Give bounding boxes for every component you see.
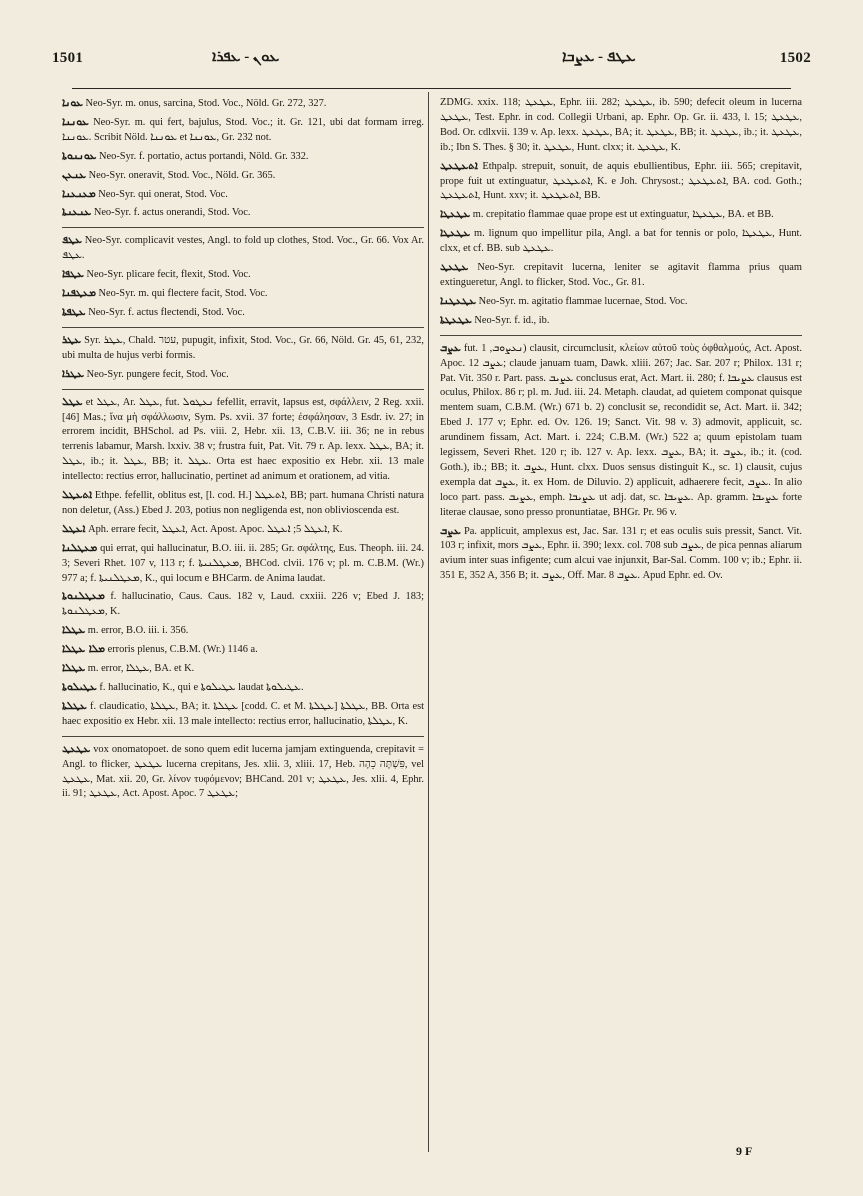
entry-headword: ܥܨܒ [440, 524, 461, 537]
entry-headword: ܥܛܠܐ [62, 624, 86, 637]
entry-headword: ܡܥܛܠܢܐ [62, 541, 98, 554]
page-number-left: 1501 [52, 50, 84, 66]
entry-headword: ܥܨܒ [440, 341, 461, 354]
entry-headword: ܥܢܥܢ [62, 168, 87, 181]
entry-definition: ZDMG. xxix. 118; ܥܛܥܛ, Ephr. iii. 282; ܥܛܥܛ, ib. 590; defecit oleum in lucerna ܥܛܥܛ, Test. Ephr. in cod. Collegii Urbani, ap. Ephr. Op. Gr. ii. 433, l. 15; ܥܛܥܛ, Bod. Or. cdlxvii. 139 v. Ap. lexx. ܥܛܥܛ, BA; it. ܥܛܥܛ, BB; it. ܥܛܥܛ, ib.; it. ܥܛܥܛ, ib.; Ibn S. Thes. § 30; it. ܥܛܥܛ, Hunt. clxx; it. ܥܛܥܛ, K. [440, 97, 802, 153]
entry-headword: ܡܥܢܥܢܐ [62, 187, 96, 200]
dictionary-entry [440, 159, 802, 205]
right-column [440, 96, 802, 587]
entry-definition: Neo-Syr. f. actus onerandi, Stod. Voc. [93, 207, 251, 219]
headwords-left: ܥܘܢ - ܥܦܪܐ [212, 49, 280, 65]
entry-definition: Neo-Syr. complicavit vestes, Angl. to fold up clothes, Stod. Voc., Gr. 66. Vox Ar. ܥܛܦ. [62, 235, 424, 262]
entry-definition: qui errat, qui hallucinatur, B.O. iii. ii. 285; Gr. σφάλτης, Eus. Theoph. iii. 24. 3; Severi Rhet. 107 v, 113 r; f. ܡܥܛܠܢܝܬܐ, BHCod. clvii. 176 v; pl. m. C.B.M. (Wr.) 977 a; f. ܡܥܛܠܢܝܬܐ, K., qui locum e BHCarm. de Anima laudat. [62, 542, 424, 584]
entry-headword: ܥܛܦܐ [62, 268, 84, 281]
dictionary-entry [440, 226, 802, 257]
dictionary-entry [62, 149, 424, 165]
entry-definition: erroris plenus, C.B.M. (Wr.) 1146 a. [107, 644, 258, 656]
dictionary-entry [62, 327, 424, 364]
entry-definition: Pa. applicuit, amplexus est, Jac. Sar. 131 r; et eas oculis suis pressit, Sanct. Vit. 103 r; infixit, mors ܥܨܒ, Ephr. ii. 390; lexx. col. 708 sub ܥܨܒ, de pica pennas aliarum avium inter suas infigente; cum alcui vae injunxit, Bar-Sal. Comm. 100 v; ib.; Ephr. ii. 351 E, 352 A, 356 B; it. ܥܨܒ, Off. Mar. ܥܨܒ 8. Apud Ephr. ed. Ov. [440, 525, 803, 582]
entry-definition: Aph. errare fecit, ܐܥܛܠ, Act. Apost. Apoc. ܐܥܛܠ 5; ܐܥܛܠ, K. [88, 523, 343, 535]
entry-headword: ܥܛܪ [62, 333, 82, 346]
dictionary-entry [62, 522, 424, 538]
signature-mark: 9 F [736, 1144, 753, 1158]
entry-definition: et ܥܛܠ, Ar. ܥܛܠ, fut. ܢܥܛܘܠ fefellit, erravit, lapsus est, σφάλλειν, 2 Reg. xxii. [46] Mas.; ἵνα μὴ σφάλλωσιν, Sym. Ps. xvii. 37 forte; ἐσφάλησαν, 3 Esdr. iv. 27; in errorem incidit, BHSchol. ad Ps. viii. 2, Hebr. xii. 13, C.B.V. iii. 36; ne in rebus terrenis labamur, Marsh. lxxiv. 38 v; frustra fuit, Pat. Vit. 79 r. Ap. lexx. ܥܛܠ, BA; it. ܥܛܠ, ib.; it. ܥܛܠ, BB; it. ܥܛܠ. Orta est haec expositio ex Hebr. xii. 13 male intellecto: rectius error, hallucinatio, pertinet ad animum et orationem, ad vitia. [62, 396, 425, 483]
dictionary-entry [440, 260, 802, 291]
entry-headword: ܥܛܥܛ [62, 742, 91, 755]
dictionary-entry [62, 168, 424, 184]
entry-definition: f. hallucinatio, Caus. Caus. 182 v, Laud. cxxiii. 226 v; Ebed J. 183; ܡܥܛܠܢܘܬܐ, K. [62, 591, 424, 618]
entry-definition: f. hallucinatio, K., qui e ܥܛܝܠܘܬܐ laudat ܥܛܝܠܘܬܐ. [99, 682, 304, 693]
dictionary-entry [62, 488, 424, 519]
dictionary-entry [440, 207, 802, 223]
dictionary-entry [62, 115, 424, 146]
dictionary-entry [62, 96, 424, 112]
entry-headword: ܥܛܠܐ [62, 662, 86, 675]
entry-headword: ܥܛܝܠܘܬܐ [62, 681, 97, 693]
dictionary-entry [440, 335, 802, 521]
dictionary-entry [62, 699, 424, 730]
dictionary-entry [62, 623, 424, 639]
header-rule [72, 88, 791, 89]
dictionary-entry [440, 294, 802, 310]
dictionary-entry [62, 589, 424, 620]
entry-definition: Neo-Syr. qui onerat, Stod. Voc. [98, 188, 228, 200]
entry-headword: ܥܛܥܛܐ [440, 208, 471, 221]
entry-headword: ܐܬܥܛܥܛ [440, 159, 478, 172]
entry-headword: ܡܠܐ ܥܛܠܐ [62, 643, 105, 656]
entry-headword: ܥܛܥܛܬܐ [440, 313, 472, 326]
dictionary-entry [62, 642, 424, 658]
entry-definition: m. error, B.O. iii. i. 356. [87, 625, 189, 637]
entry-headword: ܥܛܦ [62, 234, 82, 247]
entry-definition: fut. ܢܥܨܘܒ, 1) clausit, circumclusit, κλείων αὐτοῦ τοὺς ὀφθαλμούς, Act. Apost. Apoc. ܥܨܒ 12; claude januam tuam, Dawk. xliii. 267; Jac. Sar. 207 r; Philox. 131 r; Pat. Vit. 350 r. Part. pass. ܥܨܝܒ conclusus erat, Act. Mart. ii. 280; f. ܥܨܝܒܐ clausus est oculus, Philox. 86 r; pl. m. Jud. iii. 24. Metaph. claudat, ad quietem componat quisque mentem suam, C.B.M. (Wr.) 671 b. 2) conclusit se, recondidit se, Act. Mart. ii. 342; Ebed J. 177 v; Ephr. ed. Ov. 126. 19; Sanct. Vit. 98 v. 3) admovit, applicuit, sc. arundinem fissam, Act. Mart. i. 224; C.B.M. (Wr.) 522 a; quum epistolam tuam legissem, Severi Rhet. 120 r; ib. 127 v. Ap. lexx. ܥܨܒ, BA; it. ܥܨܒ, ib.; it. (cod. Goth.), ib.; BB; it. ܥܨܒ, Hunt. clxx. Duos sensus distinguit K., sc. 1) clausit, cujus exempla dat ܥܨܒ, it. ex Hom. de Diluvio. 2) applicuit, adhaerere fecit, ܥܨܒ. In alio loco part. pass. ܥܨܝܒ, emph. ܥܨܝܒܐ ut adj. dat, sc. ܥܨܝܒܐ. Ap. gramm. ܥܨܝܒܐ forte literae clausae, sono presso pronuntiatae, BHGr. Pr. 96 v. [440, 342, 803, 518]
dictionary-entry [62, 227, 424, 264]
entry-headword: ܡܥܛܦܢܐ [62, 287, 96, 300]
entry-headword: ܥܘܢܢܐ [62, 115, 89, 128]
entry-headword: ܥܛܥܛܢܐ [440, 294, 477, 307]
dictionary-entry [440, 96, 802, 156]
page-number-right: 1502 [779, 50, 811, 66]
headwords-right: ܥܛܦ - ܥܨܒܐ [562, 49, 636, 65]
entry-definition: Neo-Syr. m. qui fert, bajulus, Stod. Voc.; it. Gr. 121, ubi dat formam irreg. ܥܘܢܢܐ. Scribit Nöld. ܥܘܢܢܐ et ܥܘܢܢܐ, Gr. 232 not. [62, 116, 424, 143]
dictionary-entry [440, 524, 802, 585]
entry-definition: f. claudicatio, ܥܛܠܬܐ, BA; it. ܥܛܠܬܐ [codd. C. et M. ܥܛܠܬܐ] ܥܛܠܬܐ, BB. Orta est haec expositio ex Hebr. xii. 13 male intellecto: rectius error, hallucinatio, ܥܛܠܬܐ, K. [62, 700, 424, 727]
entry-headword: ܥܛܥܛ [440, 261, 469, 274]
entry-headword: ܥܛܠܬܐ [62, 699, 87, 712]
entry-headword: ܥܛܠ [62, 395, 83, 408]
entry-definition: Neo-Syr. m. qui flectere facit, Stod. Voc. [98, 288, 268, 300]
entry-headword: ܐܥܛܠ [62, 522, 86, 535]
entry-headword: ܥܢܥܢܬܐ [62, 206, 92, 219]
dictionary-entry [440, 313, 802, 329]
entry-definition: Neo-Syr. oneravit, Stod. Voc., Nöld. Gr. 365. [88, 169, 276, 181]
entry-definition: Neo-Syr. m. onus, sarcina, Stod. Voc., Nöld. Gr. 272, 327. [85, 98, 327, 109]
dictionary-entry [62, 661, 424, 677]
dictionary-entry [62, 389, 424, 485]
entry-definition: Neo-Syr. f. id., ib. [474, 314, 550, 326]
entry-definition: Neo-Syr. f. portatio, actus portandi, Nöld. Gr. 332. [99, 150, 309, 162]
entry-definition: vox onomatopoet. de sono quem edit lucerna jamjam extinguenda, crepitavit = Angl. to flicker, ܥܛܥܛ lucerna crepitans, Jes. xlii. 3, xliii. 17, Heb. פִּשְׁתָּה כֵהָה, vel ܥܛܥܛ, Mat. xii. 20, Gr. λίνον τυφόμενον; BHCand. 201 v; ܥܛܥܛ, Jes. xlii. 4, Ephr. ii. 91; ܥܛܥܛ, Act. Apost. Apoc. ܥܛܥܛ 7; [62, 743, 424, 800]
entry-definition: m. lignum quo impellitur pila, Angl. a bat for tennis or polo, ܥܛܥܛܐ, Hunt. clxx, et cf. BB. sub ܥܛܥܛ. [440, 228, 803, 255]
dictionary-entry [62, 187, 424, 203]
entry-headword: ܥܛܦܬܐ [62, 305, 86, 318]
entry-headword: ܥܛܪܐ [62, 367, 84, 380]
entry-definition: Ethpalp. strepuit, sonuit, de aquis ebullientibus, Ephr. iii. 565; crepitavit, prope fuit ut extinguatur, ܐܬܥܛܥܛ, K. e Joh. Chrysost.; ܐܬܥܛܥܛ, BA. cod. Goth.; ܐܬܥܛܥܛ, Hunt. xxv; it. ܐܬܥܛܥܛ, BB. [440, 160, 802, 202]
entry-definition: Neo-Syr. plicare fecit, flexit, Stod. Voc. [86, 269, 251, 281]
dictionary-entry [62, 267, 424, 283]
dictionary-entry [62, 367, 424, 383]
entry-headword: ܥܛܥܛܐ [440, 227, 471, 240]
entry-definition: m. crepitatio flammae quae prope est ut extinguatur, ܥܛܥܛܐ, BA. et BB. [472, 209, 774, 221]
entry-headword: ܡܥܛܠܢܘܬܐ [62, 590, 105, 603]
entry-headword: ܥܘܢܢܘܬܐ [62, 149, 97, 162]
dictionary-entry [62, 680, 424, 696]
dictionary-entry [62, 205, 424, 221]
entry-definition: Ethpe. fefellit, oblitus est, [l. cod. H.] ܐܬܥܛܠ, BB; part. humana Christi natura non deletur, (Ass.) Ebed J. 203, potius non negligenda est, non oblivioscenda est. [62, 490, 424, 516]
entry-definition: Neo-Syr. crepitavit lucerna, leniter se agitavit flamma prius quam extingueretur, Angl. to flicker, Stod. Voc., Gr. 81. [440, 262, 802, 288]
column-divider [428, 92, 429, 1152]
entry-definition: Syr. ܥܛܪ, Chald. עטר, pupugit, infixit, Stod. Voc., Gr. 66, Nöld. Gr. 45, 61, 232, ubi multa de hujus verbi formis. [62, 334, 424, 361]
dictionary-entry [62, 541, 424, 587]
dictionary-entry [62, 286, 424, 302]
entry-definition: Neo-Syr. f. actus flectendi, Stod. Voc. [88, 306, 245, 318]
entry-definition: m. error, ܥܛܠܐ, BA. et K. [87, 663, 195, 675]
dictionary-entry [62, 736, 424, 803]
dictionary-entry [62, 305, 424, 321]
entry-definition: Neo-Syr. m. agitatio flammae lucernae, Stod. Voc. [478, 295, 688, 307]
left-column [62, 96, 424, 805]
entry-headword: ܐܬܥܛܠ [62, 489, 93, 502]
entry-definition: Neo-Syr. pungere fecit, Stod. Voc. [86, 368, 229, 380]
running-head [52, 48, 811, 74]
entry-headword: ܥܘܢܐ [62, 97, 83, 109]
